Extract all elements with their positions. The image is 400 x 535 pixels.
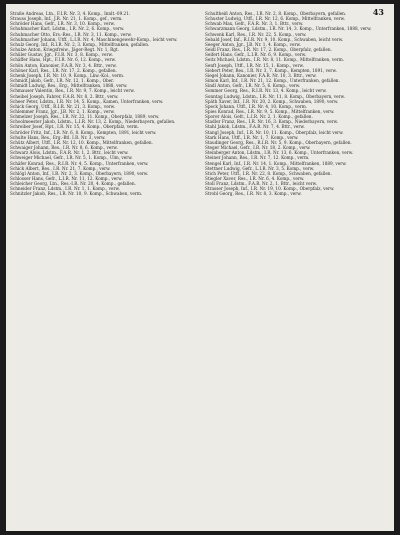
list-entry: Strauss Joseph, Inf., J.R. Nr. 21, 1. Komp., gef., verm. xyxy=(10,16,123,22)
list-entry: Seidl Franz, Res., I.R. Nr. 17, 2. Komp., Oberpfalz, gefallen. xyxy=(205,47,332,53)
list-entry: Steiner Johann, Res., I.R. Nr. 7, 12. Komp., verm. xyxy=(205,155,310,161)
list-entry: Schwab Max, Gefr., F.A.R. Nr. 3, 1. Bttr., verw. xyxy=(205,21,304,27)
list-entry: Schleicher Georg, Ltn., Res.-I.R. Nr. 20, 4. Komp., gefallen. xyxy=(10,181,136,187)
list-entry: Sommer Georg, Res., R.I.R. Nr. 13, 4. Komp., leicht verw. xyxy=(205,88,327,94)
list-entry: Schreiber Josef, Hpt., I.R. Nr. 15, 4. Komp., Oberpfalz, verm. xyxy=(10,124,139,130)
list-entry: Siegel Johann, Kanonier, F.A.R. Nr. 10, 3. Bttr., verw. xyxy=(205,72,317,78)
list-entry: Siebert Peter, Res., I.R. Nr. 3, 7. Komp., Kempten, 1891, verw. xyxy=(205,67,337,73)
list-entry: Sonntag Ludwig, Ldstm., I.R. Nr. 11, 8. Komp., Oberbayern, verw. xyxy=(205,93,346,99)
list-entry: Schwarzmann Georg, Ldstm., I.R. Nr. 14, 3. Komp., Unterfranken, 1888, verw. xyxy=(205,26,372,32)
list-entry: Schmidt Jakob, Gefr., I.R. Nr. 12, 1. Komp., Ober. xyxy=(10,78,115,84)
list-entry: Schick Georg, Utff., R.I.R. Nr. 21, 3. Komp., verw. xyxy=(10,103,116,109)
list-entry: Sindl Anton, Gefr., I.R. Nr. 5, 6. Komp., verw. xyxy=(205,83,301,89)
list-entry: Späth Xaver, Inf., I.R. Nr. 20, 2. Komp., Schwaben, 1890, verw. xyxy=(205,98,339,104)
list-entry: Schwenk Karl, Res., I.R. Nr. 22, 5. Komp., verw. xyxy=(205,31,307,37)
list-entry: Schön Anton, Kanonier, F.A.R. Nr. 3, 4. Bttr., verw. xyxy=(10,62,117,68)
right-column xyxy=(205,11,388,527)
list-entry: Sporer Alois, Gefr., L.I.R. Nr. 2, 1. Komp., gefallen. xyxy=(205,114,313,120)
document-page xyxy=(6,4,394,531)
list-entry: Schnitzler Jakob, Res., I.R. Nr. 10, 9. Komp., Schwaben, verm. xyxy=(10,191,143,197)
list-entry: Schulz Georg, Inf., R.I.R. Nr. 2, 3. Komp., Mittelfranken, gefallen. xyxy=(10,41,150,47)
list-entry: Simon Karl, Inf., I.R. Nr. 21, 12. Komp., Unterfranken, gefallen. xyxy=(205,78,340,84)
list-entry: Schulze Anton, Kriegsfreiw., Jäger-Regt. Nr. 1, Rgt. xyxy=(10,47,119,53)
list-entry: Stangl Joseph, Inf., I.R. Nr. 10, 11. Komp., Oberpfalz, leicht verw. xyxy=(205,129,344,135)
list-entry: Schuhmacher Otto, Ers.-Res., I.R. Nr. 3, 11. Komp., verw. xyxy=(10,31,132,37)
list-entry: Schuhmacher Karl, Ldstm., I.R. Nr. 2, 6. Komp., verw. xyxy=(10,26,125,32)
list-entry: Schuhmacher Johann, Utff., L.I.R. Nr. 4, Maschinengewehr-Komp., leicht verw. xyxy=(10,36,178,42)
list-entry: Schmauser Valentin, Res., I.R. Nr. 9, 7. Komp., leicht verw. xyxy=(10,88,135,94)
page-number: 43 xyxy=(372,7,384,17)
list-entry: Schöner Karl, Res., I.R. Nr. 17, 2. Komp., gefallen. xyxy=(10,67,117,73)
list-entry: Strobl Georg, Res., I.R. Nr. 8, 3. Komp., verw. xyxy=(205,191,302,197)
list-entry: Spies Konrad, Res., I.R. Nr. 9, 5. Komp., Mittelfranken, verw. xyxy=(205,108,335,114)
list-entry: Schüler Gustav, Jgr., F.I.R. Nr. 3, 8. Komp., verw. xyxy=(10,52,113,58)
list-entry: Stark Hans, Utff., I.R. Nr. 1, 7. Komp., verw. xyxy=(205,134,299,140)
list-entry: Schuster Ludwig, Utff., I.R. Nr. 12, 6. Komp., Mittelfranken, verw. xyxy=(205,16,346,22)
list-entry: Schäfer Konrad, Res., R.I.R. Nr. 4, 5. Komp., Unterfranken, verw. xyxy=(10,160,149,166)
list-entry: Schick Albert, Res., I.R. Nr. 21, 7. Komp., verw. xyxy=(10,165,111,171)
list-entry: Schwaiger Johann, Res., I.R. Nr. 8, 6. Komp., verw. xyxy=(10,145,118,151)
list-entry: Schenk Joseph, I.R. Nr. 10, 9. Komp., Lkw.-Kol., verm. xyxy=(10,72,125,78)
list-entry: Scheer Peter, Ldstm., I.R. Nr. 14, 5. Komp., Kamen, Unterfranken, verw. xyxy=(10,98,164,104)
list-entry: Schütz Albert, Utff., I.R. Nr. 12, 10. Komp., Mittelfranken, gefallen. xyxy=(10,139,153,145)
list-entry: Schweiger Michael, Gefr., I.R. Nr. 5, 1. Komp., Ulm, verw. xyxy=(10,155,133,161)
list-entry: Steger Michael, Gefr., I.R. Nr. 18, 2. Komp., verw. xyxy=(205,145,311,151)
list-entry: Schoolmeester Jakob, Ldstm., L.I.R. Nr. 13, 2. Komp., Niederbayern, gefallen. xyxy=(10,119,176,125)
list-entry: Scheibel Joseph, Fahrer, F.A.R. Nr. 8, 2. Bttr., verw. xyxy=(10,93,119,99)
list-entry: Speck Johann, Utff., I.R. Nr. 4, 10. Komp., verm. xyxy=(205,103,308,109)
list-entry: Schlosser Hans, Gefr., L.I.R. Nr. 11, 12. Komp., verw. xyxy=(10,176,123,181)
list-entry: Schmelzer Joseph, Res., I.R. Nr. 22, 11. Komp., Oberpfalz, 1889, verw. xyxy=(10,114,160,120)
list-entry: Schäffer Hans, Hpt., F.I.R. Nr. 6, 12. Komp., verw. xyxy=(10,57,116,63)
list-entry: Seitz Michael, Ldstm., I.R. Nr. 8, 11. Komp., Mittelfranken, verm. xyxy=(205,57,345,63)
list-entry: Seifert Hans, Gefr., L.I.R. Nr. 6, 9. Komp., verw. xyxy=(205,52,307,58)
list-entry: Schwarz Alois, Ldstm., F.A.R. Nr. 1, 2. Bttr., leicht verw. xyxy=(10,150,129,156)
list-entry: Schulte Hans, Res., Erg.-Btl. I.R. Nr. 3, verw. xyxy=(10,134,106,140)
list-entry: Stengel Karl, Inf., I.R. Nr. 14, 1. Komp., Mittelfranken, 1889, verw. xyxy=(205,160,347,166)
list-entry: Schlemmer Franz, Jgr., J.B. Nr. 2, 1. Komp., verw. xyxy=(10,108,115,114)
list-entry: Schröder Fritz, Inf., I.R. Nr. 6, 8. Komp., Kempten, 1891, leicht verw. xyxy=(10,129,157,135)
list-entry: Stich Peter, Utff., I.R. Nr. 22, 8. Komp., Schwaben, gefallen. xyxy=(205,170,332,176)
list-entry: Straße Andreas, Ltn., F.I.R. Nr. 3, 4. Komp., Innlt.-09.21. xyxy=(10,11,131,16)
list-entry: Sebald Josef, Inf., R.I.R. Nr. 9, 10. Komp., Schwaben, leicht verw. xyxy=(205,36,344,42)
list-entry: Senft Joseph, Utff., I.R. Nr. 15, 1. Komp., verw. xyxy=(205,62,304,68)
list-entry: Stiegler Xaver, Res., I.R. Nr. 6, 4. Komp., verw. xyxy=(205,176,305,181)
list-entry: Stettner Ludwig, Gefr., L.I.R. Nr. 3, 5. Komp., verw. xyxy=(205,165,315,171)
list-entry: Steinberger Anton, Ldstm., I.R. Nr. 13, 6. Komp., Unterfranken, verw. xyxy=(205,150,354,156)
list-entry: Seeger Anton, Jgr., J.B. Nr. 1, 4. Komp., verw. xyxy=(205,41,301,47)
list-entry: Schultheiß Anton, Res., I.R. Nr. 2, 8. Komp., Oberbayern, gefallen. xyxy=(205,11,347,16)
list-entry: Stahl Jakob, Ldstm., F.A.R. Nr. 7, 4. Bttr., verw. xyxy=(205,124,305,130)
list-entry: Strasser Joseph, Inf., I.R. Nr. 19, 10. Komp., Oberpfalz, verw. xyxy=(205,186,335,192)
list-entry: Stadler Franz, Res., I.R. Nr. 16, 3. Komp., Niederbayern, verw. xyxy=(205,119,339,125)
list-entry: Schröder Hans, Gefr., I.R. Nr. 3, 10. Komp., verw. xyxy=(10,21,115,27)
left-column xyxy=(10,11,193,527)
list-entry: Stoll Franz, Ldstm., F.A.R. Nr. 2, 1. Bttr., leicht verw. xyxy=(205,181,318,187)
list-entry: Schneider Franz, Ldstm., I.R. Nr. 1, 1. Komp., verw. xyxy=(10,186,120,192)
list-entry: Staudinger Georg, Res., R.I.R. Nr. 5, 9. Komp., Oberbayern, gefallen. xyxy=(205,139,352,145)
list-entry: Schmidt Ludwig, Res., Erg., Mittelfranken, 1888, verw. xyxy=(10,83,128,89)
list-entry: Schlögl Anton, Inf., I.R. Nr. 2, 3. Komp., Oberbayern, 1890, verw. xyxy=(10,170,149,176)
